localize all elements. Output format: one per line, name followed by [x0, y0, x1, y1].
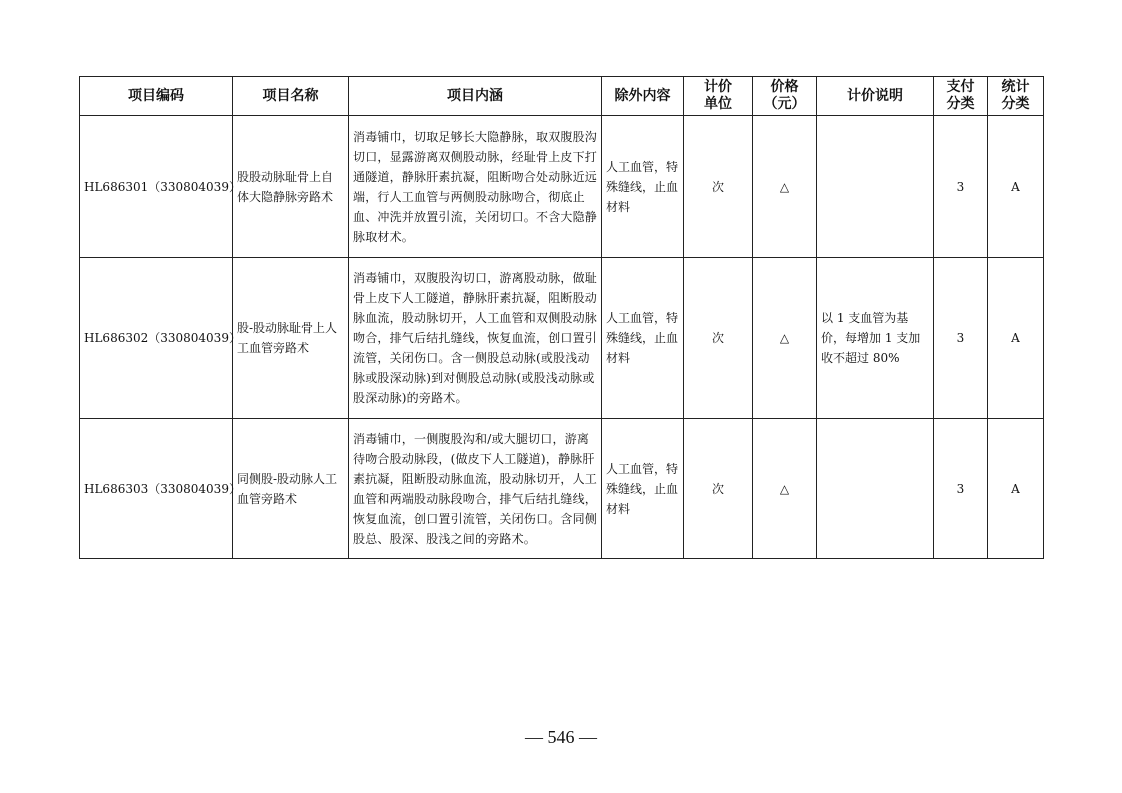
header-note: 计价说明 — [817, 77, 934, 116]
header-unit-line1: 计价 — [704, 79, 732, 95]
header-price-line2: （元） — [763, 96, 806, 112]
header-stat — [988, 77, 1044, 116]
header-pay-line2: 分类 — [946, 96, 975, 112]
cell-note: 以 1 支血管为基价，每增加 1 支加收不超过 80% — [817, 258, 934, 419]
header-row — [80, 77, 1044, 116]
cell-price: △ — [753, 116, 817, 258]
cell-code: HL686302（330804039） — [80, 258, 233, 419]
table-row — [80, 419, 1044, 559]
cell-note — [817, 116, 934, 258]
header-exclusion: 除外内容 — [602, 77, 684, 116]
cell-pay: 3 — [934, 419, 988, 559]
table-row — [80, 258, 1044, 419]
cell-content: 消毒铺巾，切取足够长大隐静脉，取双腹股沟切口，显露游离双侧股动脉，经耻骨上皮下打通隧道，静脉肝素抗凝，阻断吻合处动脉近远端，行人工血管与两侧股动脉吻合，彻底止血、冲洗并放置引流，关闭切口。不含大隐静脉取材术。 — [349, 116, 602, 258]
cell-note — [817, 419, 934, 559]
cell-pay: 3 — [934, 258, 988, 419]
header-price-line1: 价格 — [770, 79, 799, 95]
header-price — [753, 77, 817, 116]
cell-content: 消毒铺巾，双腹股沟切口，游离股动脉，做耻骨上皮下人工隧道，静脉肝素抗凝，阻断股动脉血流，股动脉切开，人工血管和双侧股动脉吻合，排气后结扎缝线，恢复血流，创口置引流管，关闭伤口。含一侧股总动脉(或股浅动脉或股深动脉)到对侧股总动脉(或股浅动脉或股深动脉)的旁路术。 — [349, 258, 602, 419]
cell-unit: 次 — [684, 258, 753, 419]
header-unit — [684, 77, 753, 116]
header-code: 项目编码 — [80, 77, 233, 116]
cell-content: 消毒铺巾，一侧腹股沟和/或大腿切口，游离待吻合股动脉段，(做皮下人工隧道)，静脉肝素抗凝，阻断股动脉血流，股动脉切开，人工血管和两端股动脉段吻合，排气后结扎缝线，恢复血流，创口置引流管，关闭伤口。含同侧股总、股深、股浅之间的旁路术。 — [349, 419, 602, 559]
cell-price: △ — [753, 258, 817, 419]
header-stat-line1: 统计 — [1001, 79, 1030, 95]
header-stat-line2: 分类 — [1001, 96, 1030, 112]
cell-name: 同侧股-股动脉人工血管旁路术 — [233, 419, 349, 559]
cell-exclusion: 人工血管，特殊缝线，止血材料 — [602, 116, 684, 258]
cell-price: △ — [753, 419, 817, 559]
header-pay-line1: 支付 — [946, 79, 975, 95]
cell-code: HL686303（330804039） — [80, 419, 233, 559]
header-name: 项目名称 — [233, 77, 349, 116]
cell-stat: A — [988, 116, 1044, 258]
cell-unit: 次 — [684, 116, 753, 258]
cell-name: 股股动脉耻骨上自体大隐静脉旁路术 — [233, 116, 349, 258]
header-content: 项目内涵 — [349, 77, 602, 116]
header-pay — [934, 77, 988, 116]
cell-exclusion: 人工血管，特殊缝线，止血材料 — [602, 258, 684, 419]
cell-unit: 次 — [684, 419, 753, 559]
cell-code: HL686301（330804039） — [80, 116, 233, 258]
cell-exclusion: 人工血管，特殊缝线，止血材料 — [602, 419, 684, 559]
fee-table — [79, 76, 1044, 559]
header-unit-line2: 单位 — [704, 96, 732, 112]
cell-pay: 3 — [934, 116, 988, 258]
cell-name: 股-股动脉耻骨上人工血管旁路术 — [233, 258, 349, 419]
cell-stat: A — [988, 258, 1044, 419]
cell-stat: A — [988, 419, 1044, 559]
table-row — [80, 116, 1044, 258]
page-number: — 546 — — [525, 727, 597, 747]
